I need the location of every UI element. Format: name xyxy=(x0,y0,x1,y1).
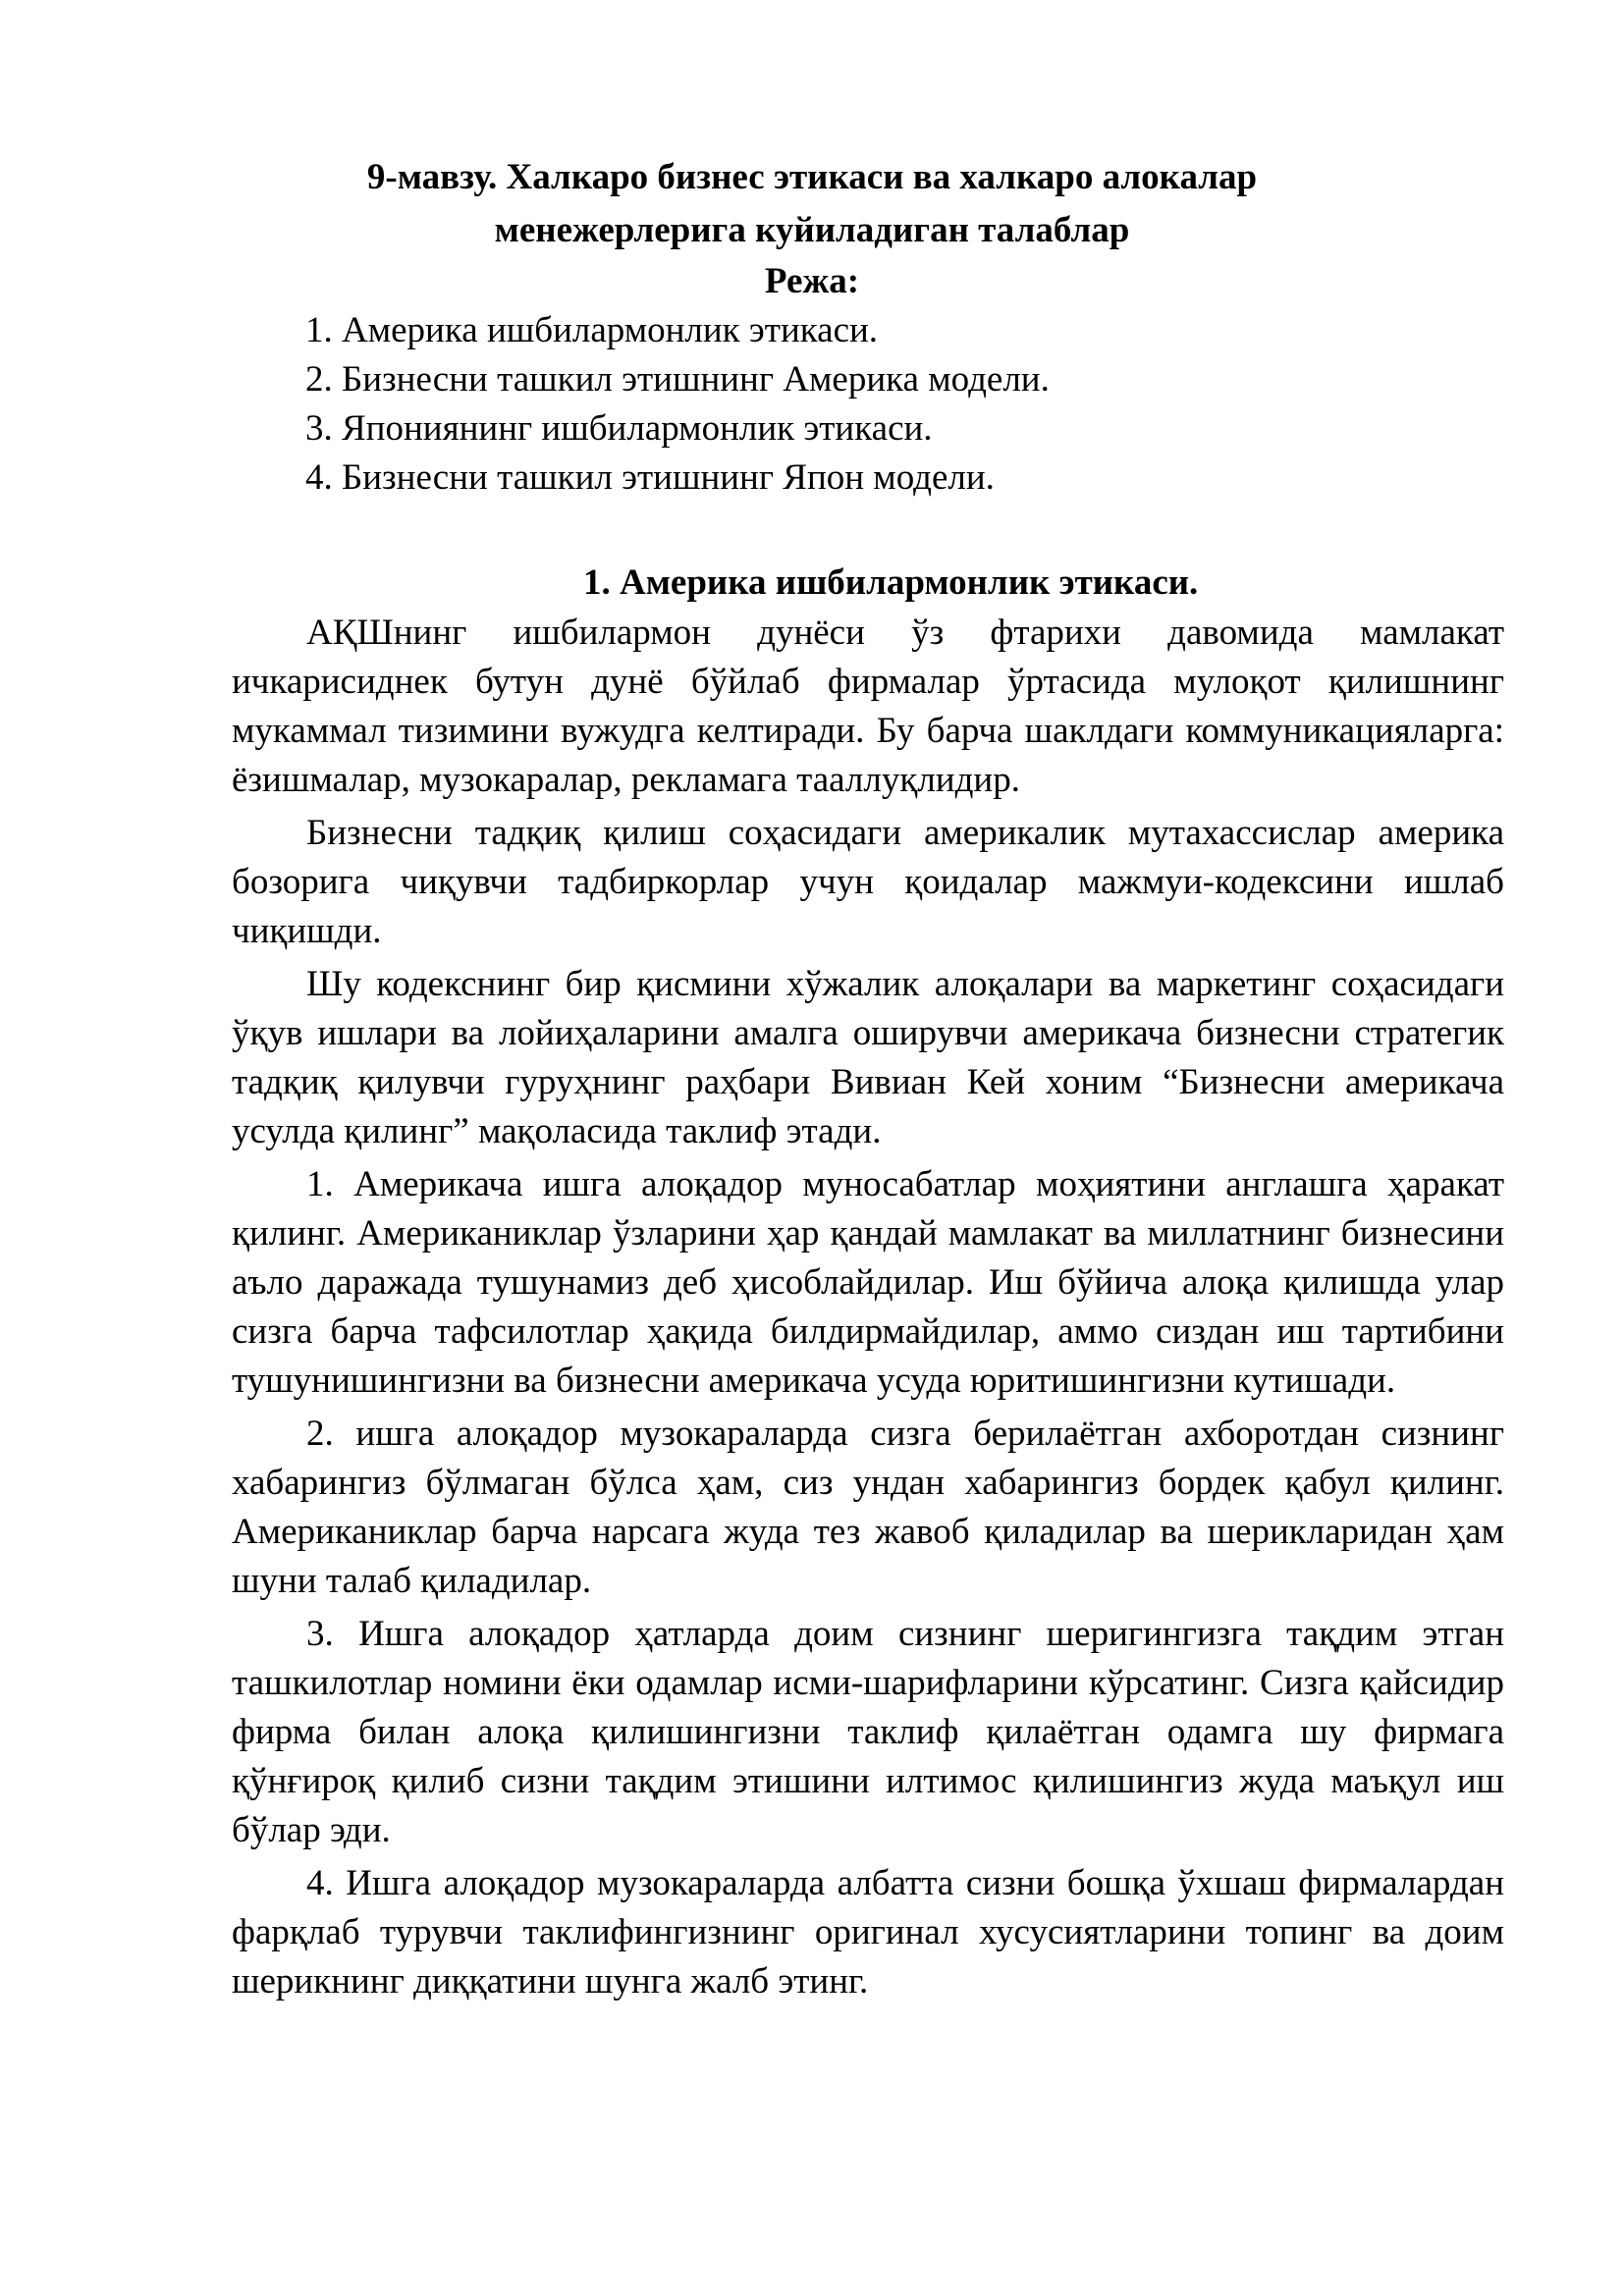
section-heading: 1. Америка ишбилармонлик этикаси. xyxy=(583,562,1199,603)
document-title-line-2: менежерлерига куйиладиган талаблар xyxy=(494,210,1130,250)
paragraph: 4. Ишга алоқадор музокараларда албатта сизни бошқа ўхшаш фирмалардан фарқлаб турувчи таклифингизнинг оригинал хусусиятларини топинг ва доим шерикнинг диққатини шунга жалб этинг. xyxy=(232,1863,1504,2002)
paragraph: АҚШнинг ишбилармон дунёси ўз фтарихи давомида мамлакат ичкарисиднек бутун дунё бўйлаб фирмалар ўртасида мулоқот қилишнинг мукаммал тизимини вужудга келтиради. Бу барча шаклдаги коммуникацияларга: ёзишмалар, музокаралар, рекламага тааллуқлидир. xyxy=(232,613,1504,800)
document-body xyxy=(232,609,1504,2006)
plan-list xyxy=(305,306,1050,503)
paragraph: 2. ишга алоқадор музокараларда сизга берилаётган ахборотдан сизнинг хабарингиз бўлмаган бўлса ҳам, сиз ундан хабарингиз бордек қабул қилинг. Американиклар барча нарсага жуда тез жавоб қиладилар ва шерикларидан ҳам шуни талаб қиладилар. xyxy=(232,1414,1504,1601)
plan-item: 4. Бизнесни ташкил этишнинг Япон модели. xyxy=(305,457,995,498)
plan-item: 1. Америка ишбилармонлик этикаси. xyxy=(305,310,879,350)
plan-item: 3. Япониянинг ишбилармонлик этикаси. xyxy=(305,408,933,449)
plan-item: 2. Бизнесни ташкил этишнинг Америка модели. xyxy=(305,359,1050,400)
document-title-line-1: 9-мавзу. Халкаро бизнес этикаси ва халкаро алокалар xyxy=(366,157,1258,197)
paragraph: 3. Ишга алоқадор ҳатларда доим сизнинг шеригингизга тақдим этган ташкилотлар номини ёки одамлар исми-шарифларини кўрсатинг. Сизга қайсидир фирма билан алоқа қилишингизни таклиф қилаётган одамга шу фирмага қўнғироқ қилиб сизни тақдим этишини илтимос қилишингиз жуда маъқул иш бўлар эди. xyxy=(232,1614,1504,1850)
paragraph: Бизнесни тадқиқ қилиш соҳасидаги америкалик мутахассислар америка бозорига чиқувчи тадбиркорлар учун қоидалар мажмуи-кодексини ишлаб чиқишди. xyxy=(232,813,1504,951)
paragraph: Шу кодекснинг бир қисмини хўжалик алоқалари ва маркетинг соҳасидаги ўқув ишлари ва лойиҳаларини амалга оширувчи америкача бизнесни стратегик тадқиқ қилувчи гуруҳнинг раҳбари Вивиан Кей хоним “Бизнесни америкача усулда қилинг” мақоласида таклиф этади. xyxy=(232,964,1504,1151)
plan-heading: Режа: xyxy=(764,261,860,301)
paragraph: 1. Америкача ишга алоқадор муносабатлар моҳиятини англашга ҳаракат қилинг. Американиклар ўзларини ҳар қандай мамлакат ва миллатнинг бизнесини аъло даражада тушунамиз деб ҳисоблайдилар. Иш бўйича алоқа қилишда улар сизга барча тафсилотлар ҳақида билдирмайдилар, аммо сиздан иш тартибини тушунишингизни ва бизнесни америкача усуда юритишингизни кутишади. xyxy=(232,1164,1504,1401)
